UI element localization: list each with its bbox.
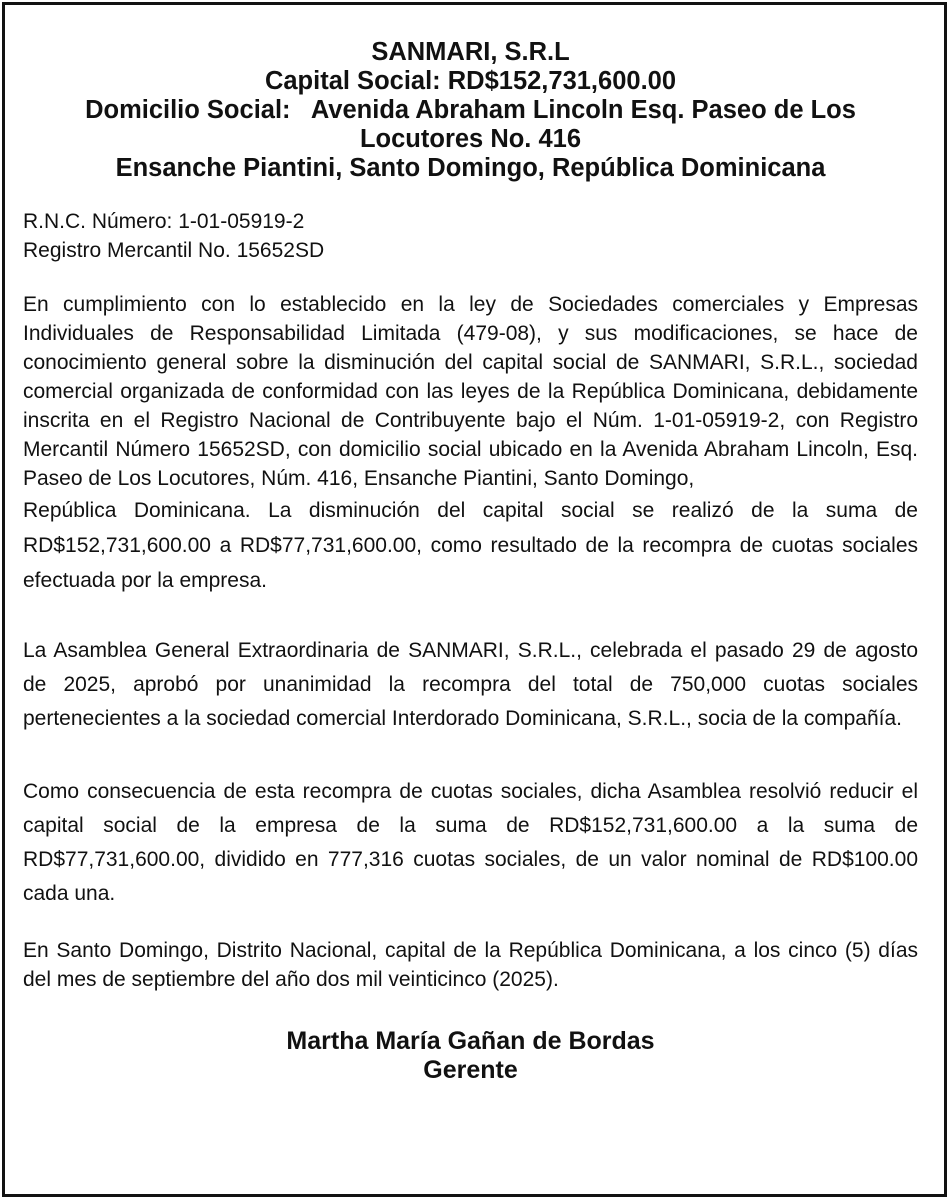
address-line-1: Domicilio Social: Avenida Abraham Lincoln Esq. Paseo de Los [85, 96, 856, 124]
company-name: SANMARI, S.R.L [371, 38, 570, 66]
address-line-3: Ensanche Piantini, Santo Domingo, República Dominicana [115, 154, 826, 182]
paragraph-compliance: En cumplimiento con lo establecido en la ley de Sociedades comerciales y Empresas Individuales de Responsabilidad Limitada (479-08), y sus modificaciones, se hace de conocimiento general sobre la disminución del capital social de SANMARI, S.R.L., sociedad comercial organizada de conformidad con las leyes de la República Dominicana, debidamente inscrita en el Registro Nacional de Contribuyente bajo el Núm. 1-01-05919-2, con Registro Mercantil Número 15652SD, con domicilio social ubicado en la Avenida Abraham Lincoln, Esq. Paseo de Los Locutores, Núm. 416, Ensanche Piantini, Santo Domingo, [23, 293, 918, 490]
capital-social: Capital Social: RD$152,731,600.00 [264, 67, 677, 95]
paragraph-date-place: En Santo Domingo, Distrito Nacional, capital de la República Dominicana, a los cinco (5) días del mes de septiembre del año dos mil veinticinco (2025). [23, 939, 918, 991]
paragraph-capital-reduction: Como consecuencia de esta recompra de cuotas sociales, dicha Asamblea resolvió reducir el capital social de la empresa de la suma de RD$152,731,600.00 a la suma de RD$77,731,600.00, dividido en 777,316 cuotas sociales, de un valor nominal de RD$100.00 cada una. [23, 780, 918, 905]
signatory-name: Martha María Gañan de Bordas [286, 1027, 655, 1055]
paragraph-compliance-continued: República Dominicana. La disminución del capital social se realizó de la suma de RD$152,731,600.00 a RD$77,731,600.00, como resultado de la recompra de cuotas sociales efectuada por la empresa. [23, 499, 918, 592]
signature-block [23, 1027, 918, 1085]
notice-header [23, 38, 918, 183]
rnc-number: R.N.C. Número: 1-01-05919-2 [23, 210, 305, 233]
legal-notice [23, 38, 918, 1085]
registration-ids [23, 207, 918, 265]
paragraph-assembly: La Asamblea General Extraordinaria de SANMARI, S.R.L., celebrada el pasado 29 de agosto de 2025, aprobó por unanimidad la recompra del total de 750,000 cuotas sociales pertenecientes a la sociedad comercial Interdorado Dominicana, S.R.L., socia de la compañía. [23, 639, 918, 730]
signatory-title: Gerente [423, 1056, 518, 1084]
address-line-2: Locutores No. 416 [359, 125, 582, 153]
registro-mercantil: Registro Mercantil No. 15652SD [23, 239, 325, 262]
